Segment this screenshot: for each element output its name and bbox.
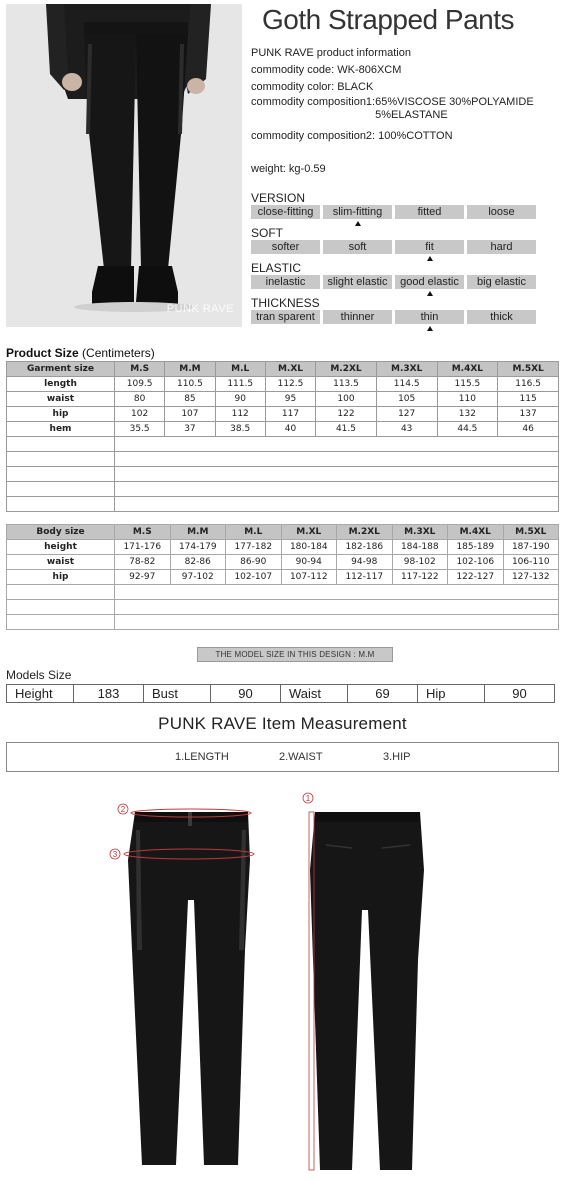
table-cell: 40 [265,422,315,437]
comp1-value-line1: 65%VISCOSE 30%POLYAMIDE [375,96,534,108]
table-cell: 116.5 [498,377,559,392]
measure-item-hip: 3.HIP [383,751,411,763]
scale-elastic [251,262,551,297]
hero-model-photo [6,4,242,327]
scale-option: thinner [323,310,392,324]
product-info [251,45,561,178]
waist-label: Waist [280,684,348,703]
scale-option: close-fitting [251,205,320,219]
empty-cell [115,452,559,467]
table-cell: 132 [437,407,498,422]
scale-option: inelastic [251,275,320,289]
table-cell: 92-97 [115,570,171,585]
table-cell: 185-189 [448,540,504,555]
table-header-cell: M.2XL [337,525,393,540]
table-header-row [7,525,559,540]
color-value: BLACK [337,81,374,93]
empty-cell [115,615,559,630]
row-label: waist [7,555,115,570]
empty-cell [7,615,115,630]
table-header-cell: M.S [115,362,165,377]
table-cell: 78-82 [115,555,171,570]
table-cell: 117-122 [392,570,448,585]
table-row [7,407,559,422]
model-illustration [6,4,242,327]
table-cell: 187-190 [503,540,559,555]
scale-option: thick [467,310,536,324]
table-header-cell: M.M [170,525,226,540]
marker-2-icon [118,804,128,814]
table-cell: 35.5 [115,422,165,437]
marker-2-label: 2 [120,805,126,814]
weight-value: 0.59 [304,163,326,175]
commodity-composition-1 [251,96,561,126]
measurement-title: PUNK RAVE Item Measurement [158,714,407,733]
weight [251,161,561,178]
fabric-attribute-scales [251,192,551,332]
measure-item-waist: 2.WAIST [279,751,323,763]
table-row [7,570,559,585]
scale-option: fitted [395,205,464,219]
measurement-diagram [100,790,480,1185]
scale-options [251,205,551,219]
product-size-heading: Product Size [6,346,79,360]
table-row [7,377,559,392]
table-cell: 117 [265,407,315,422]
table-cell: 46 [498,422,559,437]
table-cell: 102-107 [226,570,282,585]
hip-label: Hip [417,684,485,703]
row-label: waist [7,392,115,407]
pants-front-image [128,812,250,1165]
empty-cell [115,467,559,482]
weight-label: weight: kg- [251,163,305,175]
table-cell: 177-182 [226,540,282,555]
table-cell: 171-176 [115,540,171,555]
scale-option: softer [251,240,320,254]
models-size-title: Models Size [6,668,72,682]
measurement-legend [6,742,559,772]
table-cell: 112 [215,407,265,422]
scale-option: thin [395,310,464,324]
table-cell: 127 [376,407,437,422]
table-row [7,540,559,555]
empty-row [7,437,559,452]
table-cell: 106-110 [503,555,559,570]
empty-cell [115,437,559,452]
table-cell: 110.5 [165,377,215,392]
marker-1-label: 1 [305,794,311,803]
table-cell: 137 [498,407,559,422]
table-header-cell: M.5XL [498,362,559,377]
scale-title: ELASTIC [251,261,302,275]
table-cell: 41.5 [316,422,377,437]
scale-options [251,275,551,289]
table-cell: 98-102 [392,555,448,570]
scale-options [251,240,551,254]
table-header-cell: M.5XL [503,525,559,540]
marker-3-icon [110,849,120,859]
pants-back-image [310,812,424,1170]
table-cell: 102-106 [448,555,504,570]
empty-cell [7,600,115,615]
selected-marker-icon [427,291,433,296]
product-title: Goth Strapped Pants [262,4,515,35]
empty-row [7,497,559,512]
table-cell: 86-90 [226,555,282,570]
empty-cell [7,452,115,467]
scale-option: tran sparent [251,310,320,324]
empty-cell [7,482,115,497]
commodity-composition-2 [251,128,561,145]
comp2-label: commodity composition2: [251,130,376,142]
table-cell: 44.5 [437,422,498,437]
commodity-code [251,62,561,79]
empty-row [7,482,559,497]
scale-thickness [251,297,551,332]
table-cell: 122 [316,407,377,422]
table-header-cell: Body size [7,525,115,540]
table-header-cell: M.S [115,525,171,540]
scale-option: good elastic [395,275,464,289]
scale-soft [251,227,551,262]
product-size-table [6,361,559,512]
table-cell: 82-86 [170,555,226,570]
row-label: length [7,377,115,392]
waist-value: 69 [347,684,418,703]
table-cell: 43 [376,422,437,437]
table-cell: 111.5 [215,377,265,392]
table-row [7,392,559,407]
table-cell: 102 [115,407,165,422]
table-header-cell: M.L [215,362,265,377]
table-cell: 115.5 [437,377,498,392]
marker-1-icon [303,793,313,803]
table-header-cell: M.4XL [448,525,504,540]
table-header-row [7,362,559,377]
table-row [7,555,559,570]
body-size-table [6,524,559,630]
scale-version [251,192,551,227]
table-cell: 95 [265,392,315,407]
height-label: Height [6,684,74,703]
table-header-cell: M.4XL [437,362,498,377]
measure-item-length: 1.LENGTH [175,751,229,763]
empty-row [7,600,559,615]
scale-options [251,310,551,324]
table-cell: 110 [437,392,498,407]
empty-row [7,452,559,467]
row-label: hem [7,422,115,437]
table-cell: 107 [165,407,215,422]
empty-cell [115,497,559,512]
table-header-cell: M.M [165,362,215,377]
table-cell: 113.5 [316,377,377,392]
watermark: PUNK RAVE [166,303,234,315]
models-size-row [6,684,559,703]
table-header-cell: M.XL [281,525,337,540]
table-header-cell: Garment size [7,362,115,377]
table-cell: 180-184 [281,540,337,555]
table-cell: 97-102 [170,570,226,585]
empty-cell [7,467,115,482]
table-cell: 109.5 [115,377,165,392]
table-cell: 107-112 [281,570,337,585]
empty-row [7,615,559,630]
table-cell: 100 [316,392,377,407]
empty-row [7,467,559,482]
table-cell: 114.5 [376,377,437,392]
scale-title: VERSION [251,191,306,205]
product-size-title [6,346,155,360]
table-cell: 112.5 [265,377,315,392]
table-header-cell: M.L [226,525,282,540]
code-value: WK-806XCM [337,64,402,76]
bust-label: Bust [143,684,211,703]
table-cell: 90-94 [281,555,337,570]
empty-cell [115,585,559,600]
scale-option: slight elastic [323,275,392,289]
bust-value: 90 [210,684,281,703]
hip-value: 90 [484,684,555,703]
comp1-value-line2: 5%ELASTANE [375,109,448,121]
model-size-note: THE MODEL SIZE IN THIS DESIGN : M.M [197,647,393,662]
scale-option: loose [467,205,536,219]
table-header-cell: M.2XL [316,362,377,377]
table-header-cell: M.3XL [392,525,448,540]
table-cell: 37 [165,422,215,437]
table-row [7,422,559,437]
table-cell: 85 [165,392,215,407]
empty-cell [115,482,559,497]
comp1-value [375,96,534,122]
product-size-unit: (Centimeters) [82,346,155,360]
table-header-cell: M.3XL [376,362,437,377]
info-heading: PUNK RAVE product information [251,47,411,59]
table-header-cell: M.XL [265,362,315,377]
table-cell: 94-98 [337,555,393,570]
row-label: height [7,540,115,555]
color-label: commodity color: [251,81,335,93]
commodity-color [251,79,561,96]
selected-marker-icon [427,326,433,331]
table-cell: 174-179 [170,540,226,555]
table-cell: 90 [215,392,265,407]
table-cell: 112-117 [337,570,393,585]
height-value: 183 [73,684,144,703]
code-label: commodity code: [251,64,335,76]
empty-row [7,585,559,600]
scale-option: slim-fitting [323,205,392,219]
table-cell: 80 [115,392,165,407]
empty-cell [7,497,115,512]
row-label: hip [7,407,115,422]
empty-cell [7,585,115,600]
empty-cell [115,600,559,615]
row-label: hip [7,570,115,585]
scale-option: hard [467,240,536,254]
table-cell: 115 [498,392,559,407]
marker-3-label: 3 [112,850,118,859]
table-cell: 105 [376,392,437,407]
scale-option: big elastic [467,275,536,289]
empty-cell [7,437,115,452]
scale-title: SOFT [251,226,283,240]
scale-option: soft [323,240,392,254]
scale-option: fit [395,240,464,254]
comp1-label: commodity composition1: [251,96,376,108]
table-cell: 184-188 [392,540,448,555]
scale-title: THICKNESS [251,296,320,310]
table-cell: 127-132 [503,570,559,585]
selected-marker-icon [355,221,361,226]
table-cell: 38.5 [215,422,265,437]
comp2-value: 100%COTTON [378,130,453,142]
selected-marker-icon [427,256,433,261]
table-cell: 182-186 [337,540,393,555]
table-cell: 122-127 [448,570,504,585]
